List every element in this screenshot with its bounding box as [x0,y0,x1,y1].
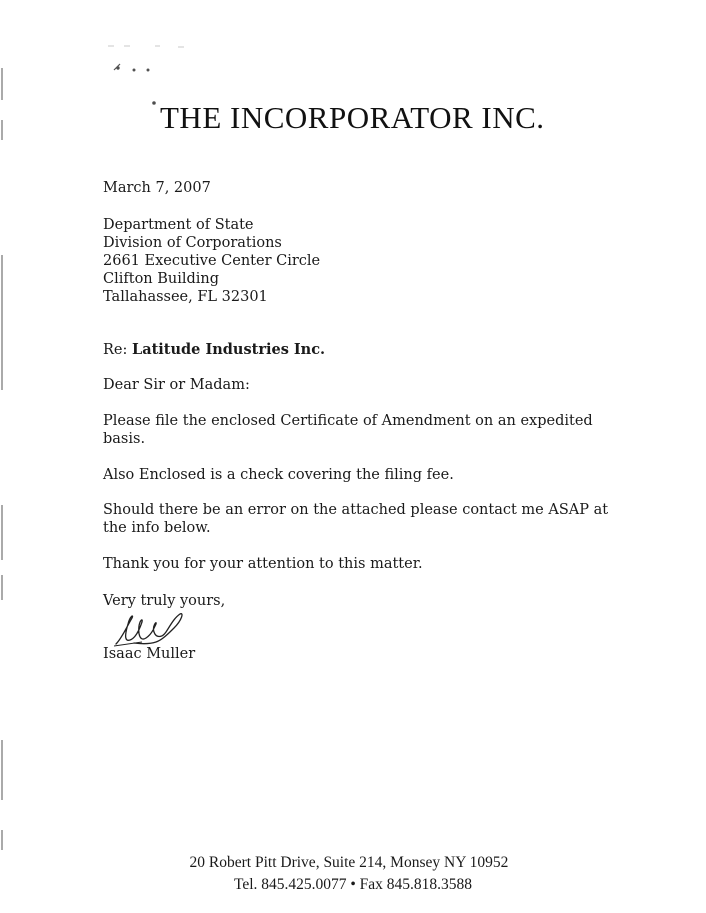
company-letterhead: THE INCORPORATOR INC. [160,100,545,135]
re-line [103,341,325,359]
handwritten-signature [112,608,192,650]
salutation: Dear Sir or Madam: [103,377,250,393]
paragraph-3 [103,501,608,537]
address-line: Department of State [103,217,254,233]
paragraph-line: Please file the enclosed Certificate of Amendment on an expedited [103,413,593,429]
address-line: Clifton Building [103,271,220,287]
recipient-address [103,216,320,306]
re-subject: Latitude Industries Inc. [132,341,326,358]
paragraph-line: the info below. [103,520,211,536]
address-line: 2661 Executive Center Circle [103,253,321,269]
closing: Very truly yours, [103,593,226,609]
address-line: Tallahassee, FL 32301 [103,289,268,305]
footer-address: 20 Robert Pitt Drive, Suite 214, Monsey NY 10952 [189,854,509,871]
paragraph-2: Also Enclosed is a check covering the filing fee. [103,467,454,483]
re-label: Re: [103,342,128,358]
paragraph-4: Thank you for your attention to this matter. [103,556,423,572]
letter-date: March 7, 2007 [103,180,211,196]
signer-name: Isaac Muller [103,646,196,662]
footer-contact: Tel. 845.425.0077 • Fax 845.818.3588 [233,876,473,893]
address-line: Division of Corporations [103,235,282,251]
paragraph-line: Should there be an error on the attached please contact me ASAP at [103,502,609,518]
paragraph-line: basis. [103,431,146,447]
paragraph-1 [103,412,593,448]
